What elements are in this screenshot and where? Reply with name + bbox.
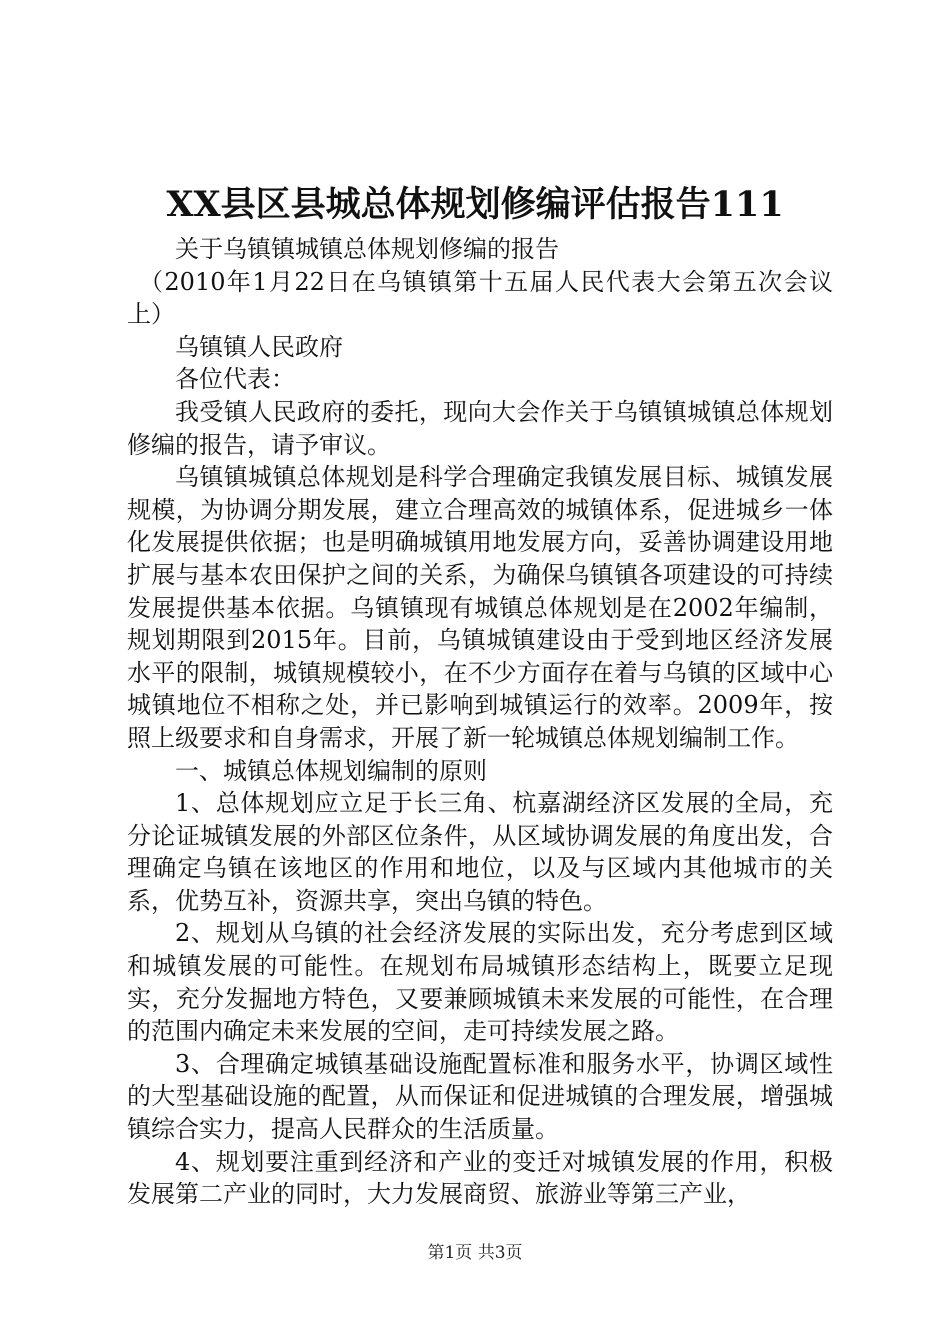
document-body bbox=[127, 233, 833, 1211]
paragraph-issuer: 乌镇镇人民政府 bbox=[175, 332, 343, 361]
paragraph-principle-2: 2、规划从乌镇的社会经济发展的实际出发，充分考虑到区域和城镇发展的可能性。在规划布局城镇形态结构上，既要立足现实，充分发掘地方特色，又要兼顾城镇未来发展的可能性，在合理的范围内确定未来发展的空间，走可持续发展之路。 bbox=[127, 919, 833, 1046]
paragraph-salutation: 各位代表： bbox=[175, 365, 295, 394]
document-title: XX县区县城总体规划修编评估报告111 bbox=[166, 184, 784, 225]
paragraph-report-heading: 关于乌镇镇城镇总体规划修编的报告 bbox=[175, 235, 559, 263]
section-heading-principles: 一、城镇总体规划编制的原则 bbox=[175, 756, 487, 785]
paragraph-intro: 我受镇人民政府的委托，现向大会作关于乌镇镇城镇总体规划修编的报告，请予审议。 bbox=[127, 397, 833, 459]
paragraph-principle-3: 3、合理确定城镇基础设施配置标准和服务水平，协调区域性的大型基础设施的配置，从而保证和促进城镇的合理发展，增强城镇综合实力，提高人民群众的生活质量。 bbox=[127, 1049, 833, 1144]
page-footer: 第1页 共3页 bbox=[427, 1243, 523, 1263]
paragraph-meeting-note: （2010年1月22日在乌镇镇第十五届人民代表大会第五次会议上） bbox=[127, 267, 833, 329]
paragraph-background: 乌镇镇城镇总体规划是科学合理确定我镇发展目标、城镇发展规模，为协调分期发展，建立合理高效的城镇体系，促进城乡一体化发展提供依据；也是明确城镇用地发展方向，妥善协调建设用地扩展与基本农田保护之间的关系，为确保乌镇镇各项建设的可持续发展提供基本依据。乌镇镇现有城镇总体规划是在2002年编制，规划期限到2015年。目前，乌镇城镇建设由于受到地区经济发展水平的限制，城镇规模较小，在不少方面存在着与乌镇的区域中心城镇地位不相称之处，并已影响到城镇运行的效率。2009年，按照上级要求和自身需求，开展了新一轮城镇总体规划编制工作。 bbox=[127, 463, 833, 752]
paragraph-principle-4: 4、规划要注重到经济和产业的变迁对城镇发展的作用，积极发展第二产业的同时，大力发展商贸、旅游业等第三产业， bbox=[127, 1147, 833, 1209]
paragraph-principle-1: 1、总体规划应立足于长三角、杭嘉湖经济区发展的全局，充分论证城镇发展的外部区位条件，从区域协调发展的角度出发，合理确定乌镇在该地区的作用和地位，以及与区域内其他城市的关系，优势互补，资源共享，突出乌镇的特色。 bbox=[127, 789, 833, 915]
